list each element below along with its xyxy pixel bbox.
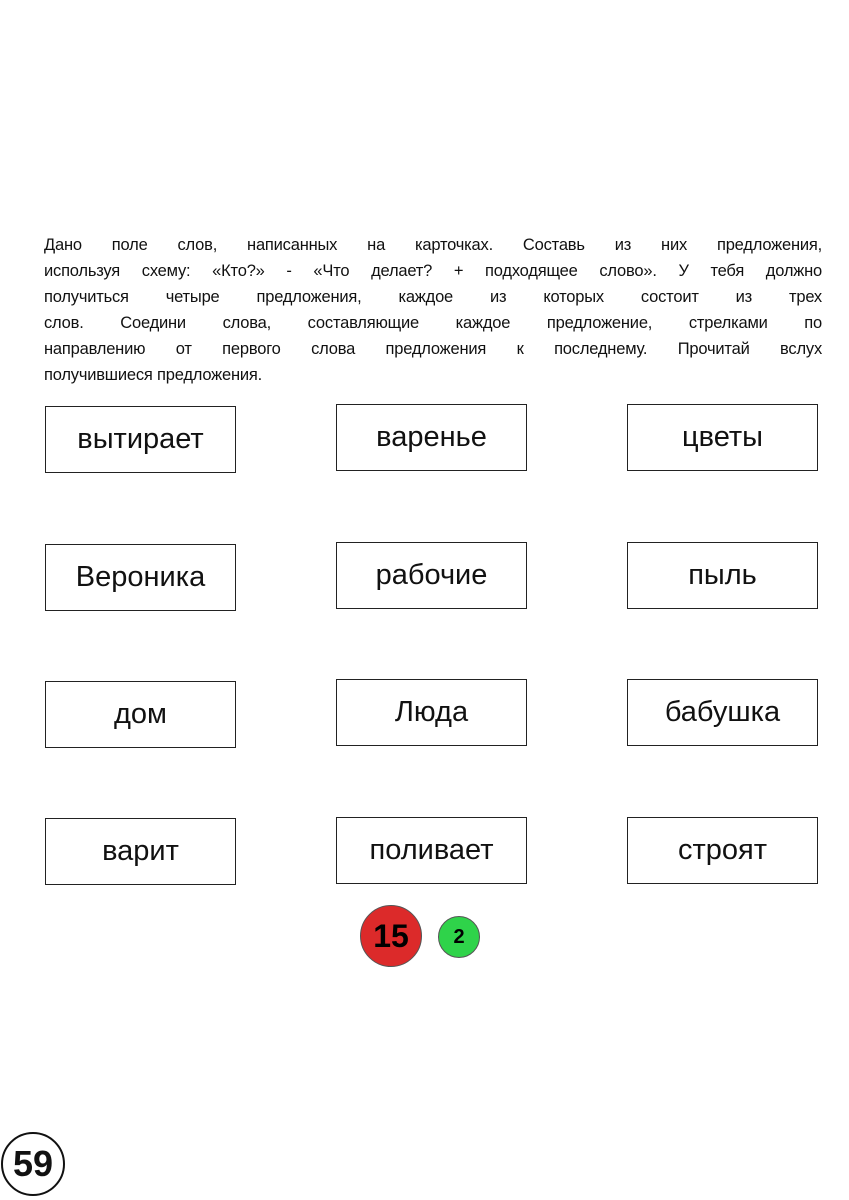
instruction-line: используя схему: «Кто?» - «Что делает? + подходящее слово». У тебя должно <box>44 262 822 280</box>
instruction-text <box>44 232 822 388</box>
word-card[interactable]: строят <box>627 817 818 884</box>
instruction-line: Дано поле слов, написанных на карточках. Составь из них предложения, <box>44 236 822 254</box>
instruction-line: получившиеся предложения. <box>44 366 263 384</box>
word-card[interactable]: рабочие <box>336 542 527 609</box>
green-score-badge: 2 <box>438 916 480 958</box>
word-card[interactable]: поливает <box>336 817 527 884</box>
page-number: 59 <box>1 1132 65 1196</box>
word-card[interactable]: пыль <box>627 542 818 609</box>
word-card[interactable]: варенье <box>336 404 527 471</box>
word-card[interactable]: цветы <box>627 404 818 471</box>
word-card[interactable]: вытирает <box>45 406 236 473</box>
instruction-line: слов. Соедини слова, составляющие каждое предложение, стрелками по <box>44 314 822 332</box>
word-card[interactable]: Люда <box>336 679 527 746</box>
instruction-line: получиться четыре предложения, каждое из которых состоит из трех <box>44 288 822 306</box>
instruction-line: направлению от первого слова предложения к последнему. Прочитай вслух <box>44 340 822 358</box>
word-card[interactable]: бабушка <box>627 679 818 746</box>
word-card[interactable]: варит <box>45 818 236 885</box>
word-card[interactable]: Вероника <box>45 544 236 611</box>
word-card[interactable]: дом <box>45 681 236 748</box>
red-score-badge: 15 <box>360 905 422 967</box>
